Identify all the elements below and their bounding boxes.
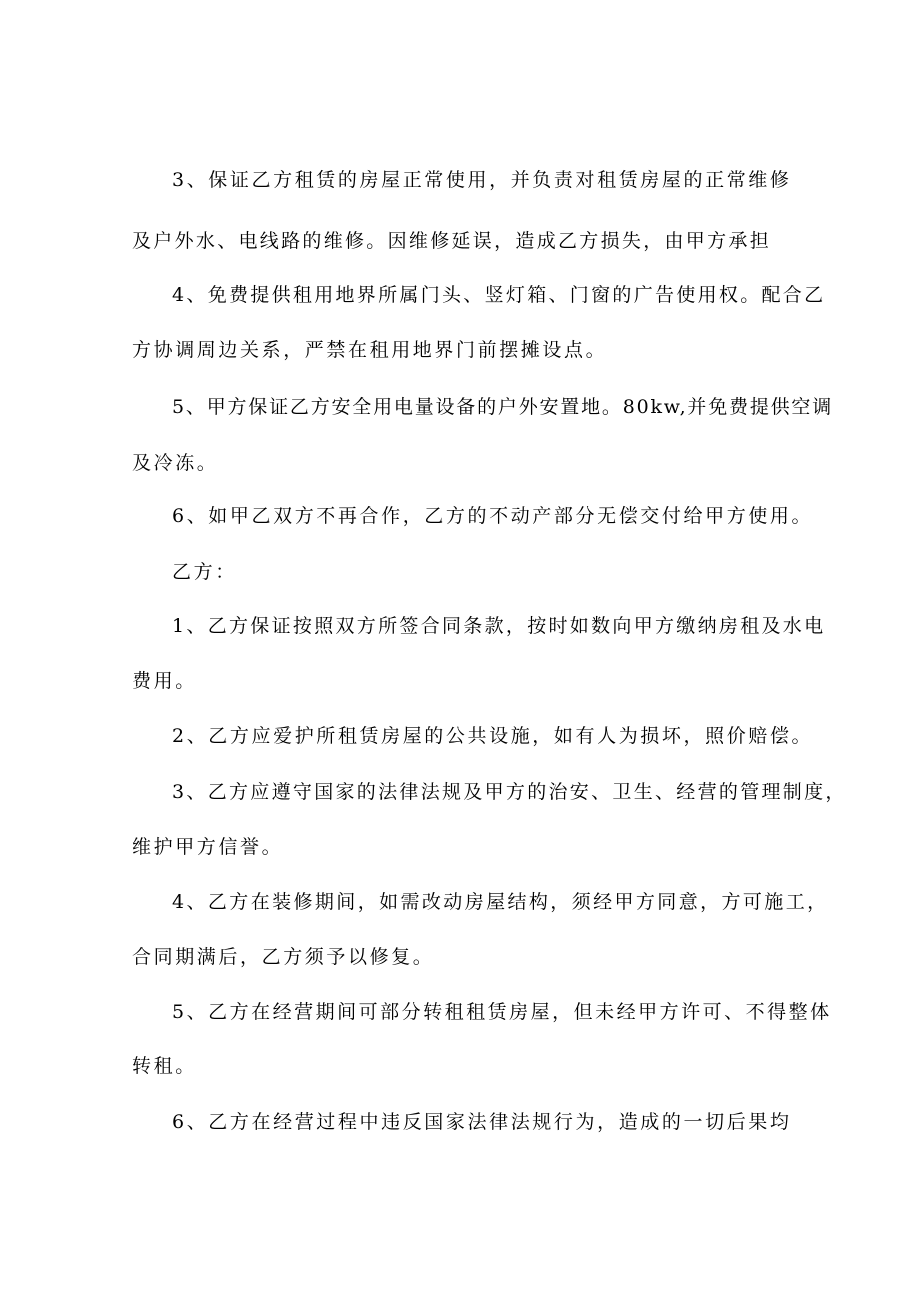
clause-b4-line-2: 合同期满后，乙方须予以修复。 — [132, 946, 435, 968]
clause-a6-line-1: 6、如甲乙双方不再合作，乙方的不动产部分无偿交付给甲方使用。 — [172, 505, 814, 527]
clause-a5-line-1: 5、甲方保证乙方安全用电量设备的户外安置地。80kw,并免费提供空调 — [172, 396, 834, 418]
clause-a4-line-1: 4、免费提供租用地界所属门头、竖灯箱、门窗的广告使用权。配合乙 — [172, 284, 826, 306]
clause-b6-line-1: 6、乙方在经营过程中违反国家法律法规行为，造成的一切后果均 — [172, 1111, 792, 1133]
clause-b5-line-2: 转租。 — [132, 1055, 197, 1077]
clause-b4-line-1: 4、乙方在装修期间，如需改动房屋结构，须经甲方同意，方可施工， — [172, 891, 829, 913]
clause-b3-line-2: 维护甲方信誉。 — [132, 836, 284, 858]
clause-a3-line-2: 及户外水、电线路的维修。因维修延误，造成乙方损失，由甲方承担 — [132, 230, 772, 252]
clause-a5-line-2: 及冷冻。 — [132, 452, 219, 474]
party-b-heading: 乙方： — [172, 561, 237, 583]
clause-b3-line-1: 3、乙方应遵守国家的法律法规及甲方的治安、卫生、经营的管理制度， — [172, 781, 847, 803]
clause-b2-line-1: 2、乙方应爱护所租赁房屋的公共设施，如有人为损坏，照价赔偿。 — [172, 725, 814, 747]
clause-b1-line-2: 费用。 — [132, 670, 197, 692]
clause-a4-line-2: 方协调周边关系，严禁在租用地界门前摆摊设点。 — [132, 339, 608, 361]
clause-b1-line-1: 1、乙方保证按照双方所签合同条款，按时如数向甲方缴纳房租及水电 — [172, 615, 826, 637]
clause-a3-line-1: 3、保证乙方租赁的房屋正常使用，并负责对租赁房屋的正常维修 — [172, 169, 792, 191]
clause-b5-line-1: 5、乙方在经营期间可部分转租租赁房屋，但未经甲方许可、不得整体 — [172, 1001, 832, 1023]
